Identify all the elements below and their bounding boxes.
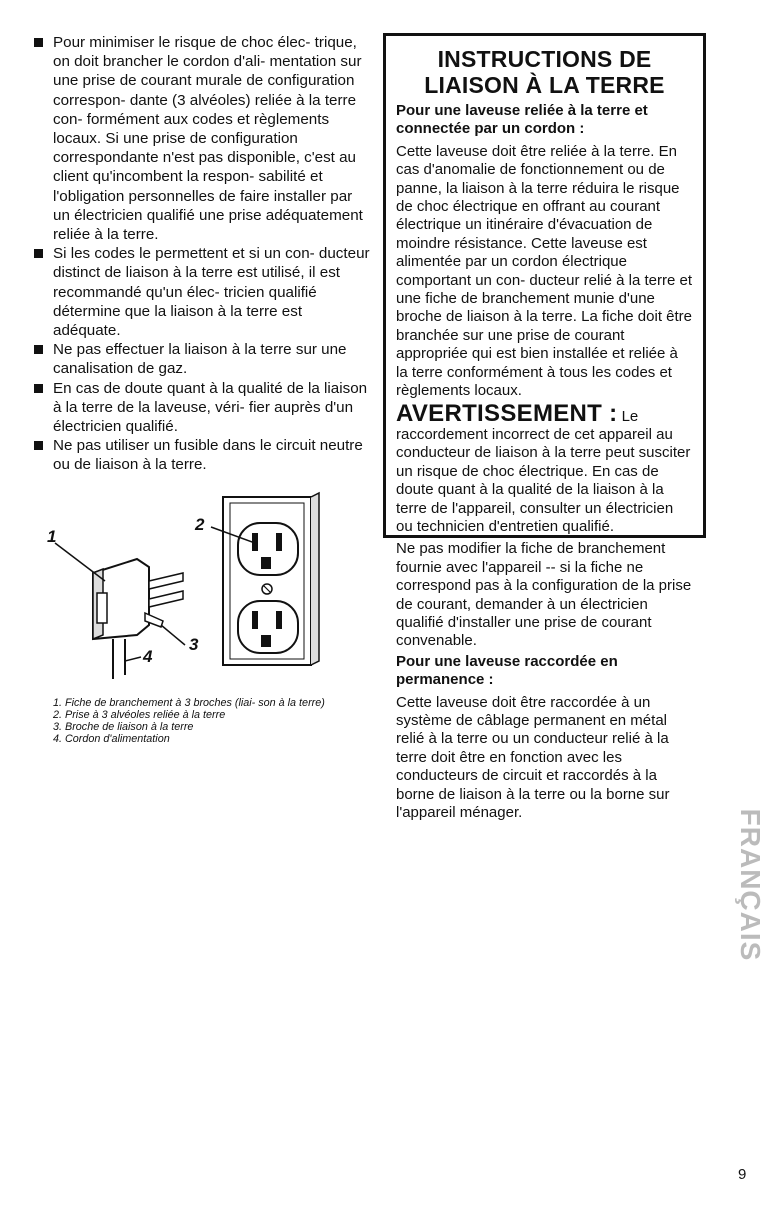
bullet-square-icon	[34, 345, 43, 354]
bullet-item: Ne pas utiliser un fusible dans le circuit neutre ou de liaison à la terre.	[33, 436, 373, 474]
callout-3: 3	[189, 634, 199, 654]
bullet-item: Pour minimiser le risque de choc élec- trique, on doit brancher le cordon d'ali- mentation sur une prise de courant murale de configuration correspon- dante (3 alvéoles) reliée à la terre con- formément aux codes et règlements locaux. Si une prise de configuration correspondante n'est pas disponible, c'est au client qu'incombent la respon- sabilité et l'obligation personnelles de faire installer par un électricien qualifié une prise adéquatement reliée à la terre.	[33, 33, 373, 244]
bullet-square-icon	[34, 384, 43, 393]
outlet-plate	[223, 493, 319, 665]
box-title: INSTRUCTIONS DE LIAISON À LA TERRE	[424, 46, 665, 98]
warning-paragraph	[396, 399, 693, 537]
leader-line-4	[125, 657, 141, 661]
warning-label: AVERTISSEMENT :	[396, 399, 618, 427]
paragraph-cord-connected: Cette laveuse doit être reliée à la terre. En cas d'anomalie de fonctionnement ou de panne, la liaison à la terre réduira le risque de choc électrique en offrant au courant électrique un itinéraire d'évacuation de moindre résistance. Cette laveuse est alimentée par un cordon électrique comportant un con- ducteur relié à la terre et une fiche de branchement munie d'une broche de liaison à la terre. La fiche doit être branchée sur une prise de courant appropriée qui est bien installée et reliée à la terre conformément à tous les codes et règlements locaux.	[396, 142, 693, 400]
subheading-permanent: Pour une laveuse raccordée en permanence :	[396, 652, 618, 689]
bullet-list	[33, 33, 373, 475]
callout-2: 2	[195, 514, 205, 534]
caption-1: 1. Fiche de branchement à 3 broches (liai- son à la terre)	[53, 696, 325, 709]
leader-line-1	[55, 543, 105, 581]
bullet-square-icon	[34, 38, 43, 47]
callout-1: 1	[47, 526, 57, 546]
left-column	[33, 33, 373, 745]
caption-2: 2. Prise à 3 alvéoles reliée à la terre	[53, 708, 226, 721]
subheading-cord-connected: Pour une laveuse reliée à la terre et connectée par un cordon :	[396, 102, 648, 138]
paragraph-permanent: Cette laveuse doit être raccordée à un système de câblage permanent en métal relié à la terre ou un conducteur relié à la terre doit être en fonction avec les conducteurs de circuit et raccordés à la borne de liaison à la terre ou la borne sur l'appareil ménager.	[396, 693, 670, 822]
grounding-instructions-box	[383, 33, 706, 822]
bullet-item: En cas de doute quant à la qualité de la liaison à la terre de la laveuse, véri- fier auprès d'un électricien qualifié.	[33, 379, 373, 437]
plug-outlet-illustration	[33, 489, 373, 689]
bullet-square-icon	[34, 441, 43, 450]
page-number: 9	[738, 1166, 747, 1183]
bullet-item: Si les codes le permettent et si un con- ducteur distinct de liaison à la terre est utilisé, il est recommandé qu'un élec- tricien qualifié détermine que la liaison à la terre est adéquate.	[33, 244, 373, 340]
callout-4: 4	[143, 646, 153, 666]
caption-3: 3. Broche de liaison à la terre	[53, 721, 194, 734]
language-side-tab: FRANÇAIS	[735, 808, 766, 962]
warning-text: Le raccordement incorrect de cet appareil au conducteur de liaison à la terre peut susciter un risque de choc électrique. En cas de doute quant à la qualité de la liaison à la terre de l'appareil, consulter un électricien ou technicien d'entretien qualifié.	[396, 407, 691, 535]
bullet-item: Ne pas effectuer la liaison à la terre sur une canalisation de gaz.	[33, 340, 373, 378]
leader-line-3	[161, 625, 185, 645]
bullet-square-icon	[34, 249, 43, 258]
paragraph-plug-modification: Ne pas modifier la fiche de branchement fournie avec l'appareil -- si la fiche ne correspond pas à la configuration de la prise de courant, demander à un électricien qualifié d'installer une prise de courant convenable.	[396, 540, 692, 650]
figure-captions	[53, 697, 373, 746]
plug	[93, 559, 183, 679]
caption-4: 4. Cordon d'alimentation	[53, 733, 170, 746]
